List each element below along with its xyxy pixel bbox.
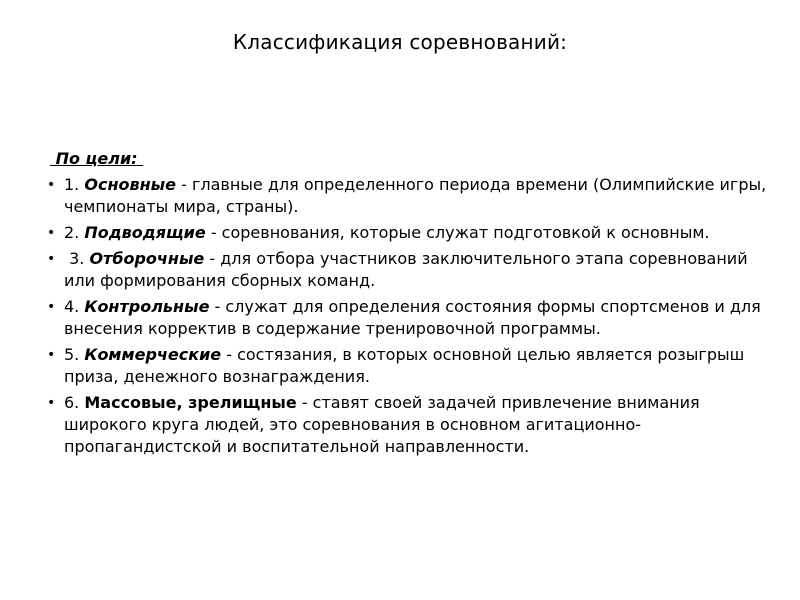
item-term: Коммерческие xyxy=(84,345,222,364)
bullet-icon: • xyxy=(47,395,56,411)
item-prefix: 4. xyxy=(64,297,85,316)
item-term: Подводящие xyxy=(84,223,206,242)
bullet-icon: • xyxy=(47,299,56,315)
item-text: - состязания, в которых основной целью является розыгрыш приза, денежного вознаграждения. xyxy=(64,345,745,386)
item-text: - соревнования, которые служат подготовкой к основным. xyxy=(205,223,710,242)
item-text: - служат для определения состояния формы спортсменов и для внесения корректив в содержание тренировочной программы. xyxy=(64,297,761,338)
list-item xyxy=(47,174,767,218)
slide-content xyxy=(47,148,767,462)
bullet-icon: • xyxy=(47,225,56,241)
item-text: - ставят своей задачей привлечение внимания широкого круга людей, это соревнования в основном агитационно-пропагандистской и воспитательной направленности. xyxy=(64,393,700,456)
list-item xyxy=(47,392,767,458)
subheading: По цели: xyxy=(50,149,144,168)
item-prefix: 3. xyxy=(64,249,90,268)
item-term: Отборочные xyxy=(89,249,205,268)
item-text: - главные для определенного периода времени (Олимпийские игры, чемпионаты мира, страны). xyxy=(64,175,767,216)
item-term: Основные xyxy=(84,175,176,194)
bullet-icon: • xyxy=(47,177,56,193)
list-item xyxy=(47,344,767,388)
item-term: Массовые, зрелищные xyxy=(84,393,297,412)
list-item xyxy=(47,248,767,292)
bullet-icon: • xyxy=(47,251,56,267)
item-prefix: 5. xyxy=(64,345,85,364)
slide-title: Классификация соревнований: xyxy=(232,30,568,54)
item-prefix: 1. xyxy=(64,175,85,194)
bullet-icon: • xyxy=(47,347,56,363)
item-text: - для отбора участников заключительного этапа соревнований или формирования сборных команд. xyxy=(64,249,748,290)
classification-list xyxy=(47,174,767,458)
list-item xyxy=(47,222,767,244)
list-item xyxy=(47,296,767,340)
item-term: Контрольные xyxy=(84,297,210,316)
item-prefix: 6. xyxy=(64,393,85,412)
item-prefix: 2. xyxy=(64,223,85,242)
